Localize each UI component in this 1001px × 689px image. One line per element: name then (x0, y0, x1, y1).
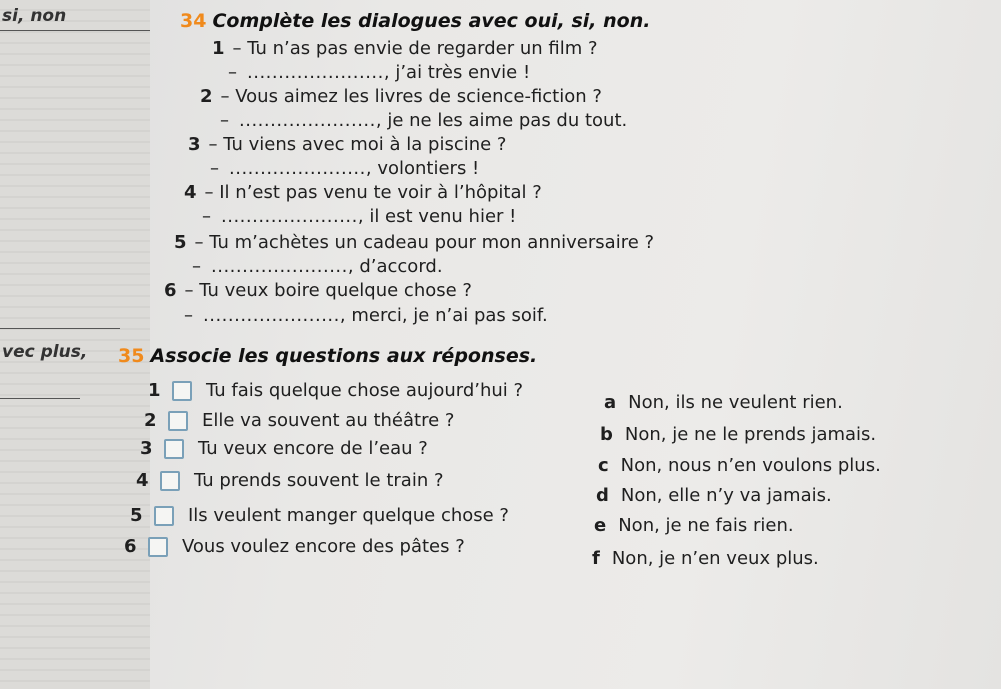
ex35-question-4: 4 Tu prends souvent le train ? (136, 470, 444, 491)
answer-checkbox[interactable] (148, 537, 168, 557)
ex34-answer-4[interactable]: – ......................, il est venu hier ! (202, 206, 517, 227)
answer-checkbox[interactable] (164, 439, 184, 459)
exercise-35-title (118, 345, 537, 367)
ex34-answer-3[interactable]: – ......................, volontiers ! (210, 158, 480, 179)
ex34-question-6: 6 – Tu veux boire quelque chose ? (164, 280, 472, 301)
ex35-answer-d: d Non, elle n’y va jamais. (596, 485, 832, 506)
answer-checkbox[interactable] (154, 506, 174, 526)
margin-fragment-top: si, non (2, 6, 67, 26)
exercise-34-title (180, 10, 650, 32)
exercise-35-number: 35 (118, 345, 145, 367)
ex34-question-1: 1 – Tu n’as pas envie de regarder un film ? (212, 38, 598, 59)
ex34-answer-2[interactable]: – ......................, je ne les aime pas du tout. (220, 110, 628, 131)
answer-checkbox[interactable] (168, 411, 188, 431)
margin-rule-low (0, 398, 80, 399)
ex35-question-1: 1 Tu fais quelque chose aujourd’hui ? (148, 380, 524, 401)
ex34-answer-6[interactable]: – ......................, merci, je n’ai pas soif. (184, 305, 548, 326)
ex35-answer-c: c Non, nous n’en voulons plus. (598, 455, 881, 476)
ex35-question-2: 2 Elle va souvent au théâtre ? (144, 410, 455, 431)
ex35-answer-a: a Non, ils ne veulent rien. (604, 392, 843, 413)
answer-checkbox[interactable] (172, 381, 192, 401)
ex34-answer-1[interactable]: – ......................, j’ai très envie ! (228, 62, 531, 83)
ex35-answer-b: b Non, je ne le prends jamais. (600, 424, 877, 445)
exercise-34-number: 34 (180, 10, 207, 32)
answer-checkbox[interactable] (160, 471, 180, 491)
ex34-question-3: 3 – Tu viens avec moi à la piscine ? (188, 134, 507, 155)
ex35-answer-e: e Non, je ne fais rien. (594, 515, 794, 536)
margin-rule-top (0, 30, 150, 31)
margin-rule-mid (0, 328, 120, 329)
ex34-question-5: 5 – Tu m’achètes un cadeau pour mon anniversaire ? (174, 232, 655, 253)
ex34-answer-5[interactable]: – ......................, d’accord. (192, 256, 443, 277)
exercise-35-instruction: Associe les questions aux réponses. (150, 345, 538, 367)
ex35-answer-f: f Non, je n’en veux plus. (592, 548, 819, 569)
ex35-question-3: 3 Tu veux encore de l’eau ? (140, 438, 428, 459)
margin-fragment-mid: vec plus, (2, 342, 88, 362)
exercise-34-instruction: Complète les dialogues avec oui, si, non. (212, 10, 651, 32)
ex35-question-5: 5 Ils veulent manger quelque chose ? (130, 505, 509, 526)
ex34-question-4: 4 – Il n’est pas venu te voir à l’hôpital ? (184, 182, 542, 203)
ex34-question-2: 2 – Vous aimez les livres de science-fiction ? (200, 86, 602, 107)
ex35-question-6: 6 Vous voulez encore des pâtes ? (124, 536, 465, 557)
